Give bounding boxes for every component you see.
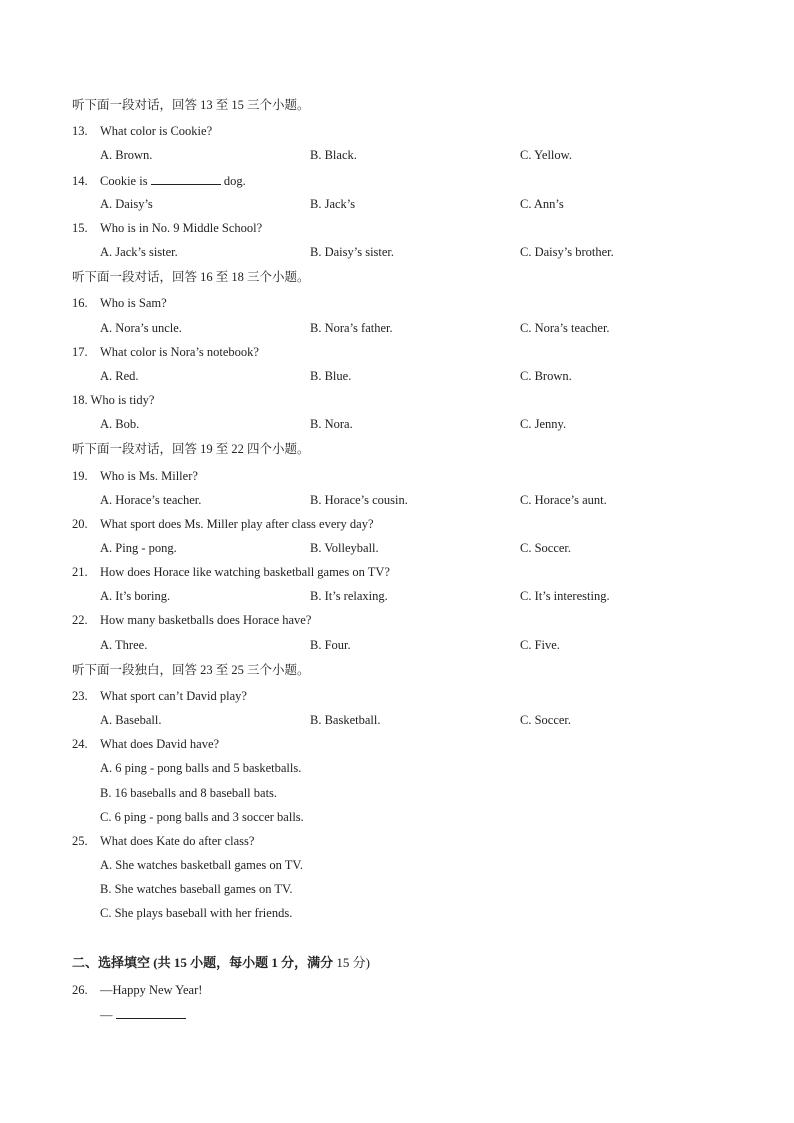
option-a: A. Nora’s uncle. <box>100 321 182 335</box>
option-a: A. Bob. <box>100 417 140 431</box>
option-b: B. Blue. <box>310 369 352 383</box>
question-20 <box>72 516 374 532</box>
section-2-title-score: 15 分) <box>333 955 370 970</box>
question-number: 20. <box>72 517 88 531</box>
option-a: A. She watches basketball games on TV. <box>100 858 303 872</box>
question-text: Who is Sam? <box>100 296 167 310</box>
option-c: C. Horace’s aunt. <box>520 493 607 507</box>
question-text: What sport does Ms. Miller play after class every day? <box>100 517 374 531</box>
question-number: 23. <box>72 689 88 703</box>
question-17 <box>72 344 259 360</box>
option-a: A. Red. <box>100 369 139 383</box>
question-number: 26. <box>72 983 88 997</box>
option-a: A. Jack’s sister. <box>100 245 178 259</box>
question-26 <box>72 982 202 998</box>
question-13 <box>72 123 212 139</box>
answer-blank <box>116 1006 186 1019</box>
option-b: B. Four. <box>310 638 351 652</box>
option-b: B. Jack’s <box>310 197 356 211</box>
option-c: C. Ann’s <box>520 197 564 211</box>
option-c: C. Jenny. <box>520 417 567 431</box>
question-25 <box>72 833 254 849</box>
option-c: C. Yellow. <box>520 148 572 162</box>
option-b: B. 16 baseballs and 8 baseball bats. <box>100 786 278 800</box>
question-text: What does Kate do after class? <box>100 834 255 848</box>
question-text-pre: Cookie is <box>100 174 148 188</box>
option-c: C. Nora’s teacher. <box>520 321 610 335</box>
option-a: A. Three. <box>100 638 148 652</box>
question-text-post: dog. <box>223 174 246 188</box>
option-c: C. 6 ping - pong balls and 3 soccer balls. <box>100 810 304 824</box>
option-b: B. Nora. <box>310 417 353 431</box>
section-2-title <box>72 955 370 971</box>
question-22 <box>72 612 311 628</box>
option-b: B. Basketball. <box>310 713 381 727</box>
question-text: Who is in No. 9 Middle School? <box>100 221 263 235</box>
question-23 <box>72 688 247 704</box>
option-b: B. Daisy’s sister. <box>310 245 395 259</box>
question-text: What sport can’t David play? <box>100 689 247 703</box>
option-b: B. She watches baseball games on TV. <box>100 882 293 896</box>
section-header-23-25: 听下面一段独白，回答 23 至 25 三个小题。 <box>72 663 310 677</box>
option-a: A. Baseball. <box>100 713 162 727</box>
option-b: B. Volleyball. <box>310 541 379 555</box>
option-c: C. It’s interesting. <box>520 589 610 603</box>
option-c: C. Soccer. <box>520 713 572 727</box>
option-b: B. Nora’s father. <box>310 321 393 335</box>
question-number: 17. <box>72 345 88 359</box>
option-b: B. It’s relaxing. <box>310 589 388 603</box>
option-a: A. It’s boring. <box>100 589 171 603</box>
option-a: A. 6 ping - pong balls and 5 basketballs. <box>100 761 302 775</box>
question-24 <box>72 736 219 752</box>
option-b: B. Black. <box>310 148 357 162</box>
section-header-19-22: 听下面一段对话，回答 19 至 22 四个小题。 <box>72 442 310 456</box>
question-number: 16. <box>72 296 88 310</box>
question-text: Who is Ms. Miller? <box>100 469 198 483</box>
question-21 <box>72 564 390 580</box>
option-a: A. Brown. <box>100 148 153 162</box>
answer-blank <box>151 172 221 185</box>
question-text: What does David have? <box>100 737 220 751</box>
option-a: A. Ping - pong. <box>100 541 177 555</box>
option-b: B. Horace’s cousin. <box>310 493 408 507</box>
question-number: 22. <box>72 613 88 627</box>
question-text: —Happy New Year! <box>100 983 203 997</box>
question-15 <box>72 220 262 236</box>
option-a: A. Horace’s teacher. <box>100 493 202 507</box>
question-text: What color is Cookie? <box>100 124 213 138</box>
question-text: How does Horace like watching basketball games on TV? <box>100 565 390 579</box>
question-19 <box>72 468 198 484</box>
dialogue-dash: — <box>100 1008 113 1022</box>
question-text: What color is Nora’s notebook? <box>100 345 259 359</box>
question-text: How many basketballs does Horace have? <box>100 613 312 627</box>
option-c: C. Soccer. <box>520 541 572 555</box>
option-c: C. Daisy’s brother. <box>520 245 614 259</box>
question-number: 13. <box>72 124 88 138</box>
option-a: A. Daisy’s <box>100 197 153 211</box>
question-number: 15. <box>72 221 88 235</box>
option-c: C. Five. <box>520 638 560 652</box>
section-2-title-bold: 二、选择填空 (共 15 小题，每小题 1 分，满分 <box>72 955 334 970</box>
answer-line <box>100 1006 186 1023</box>
question-number: 25. <box>72 834 88 848</box>
question-18: 18. Who is tidy? <box>72 393 155 407</box>
question-number: 24. <box>72 737 88 751</box>
section-header-13-15: 听下面一段对话，回答 13 至 15 三个小题。 <box>72 98 310 112</box>
section-header-16-18: 听下面一段对话，回答 16 至 18 三个小题。 <box>72 270 310 284</box>
question-16 <box>72 295 167 311</box>
option-c: C. Brown. <box>520 369 572 383</box>
option-c: C. She plays baseball with her friends. <box>100 906 293 920</box>
question-number: 19. <box>72 469 88 483</box>
question-number: 14. <box>72 174 88 188</box>
question-14 <box>72 172 246 189</box>
question-number: 21. <box>72 565 88 579</box>
